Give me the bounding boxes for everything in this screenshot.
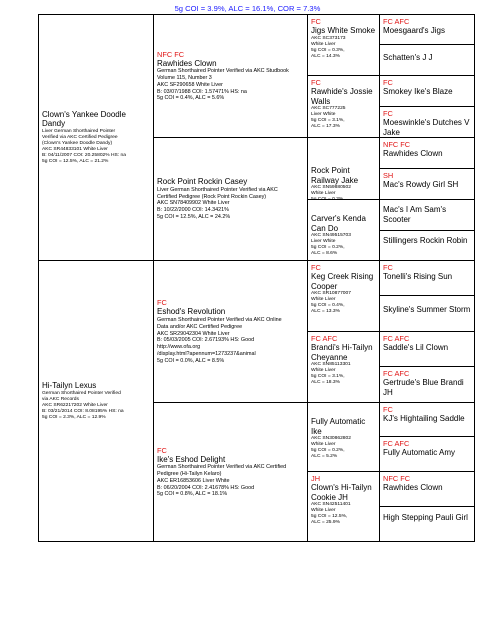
detail-line: 5g COI = 0.2%,	[311, 245, 345, 251]
title-label: FC	[383, 109, 393, 118]
great-grandparent-box	[307, 471, 380, 542]
gen4-box	[379, 295, 475, 332]
gen4-box	[379, 168, 475, 200]
detail-line: 5g COI = 0.4%, ALC = 5.6%	[157, 95, 225, 102]
great-grandparent-box	[307, 137, 380, 200]
dog-name: Rawhides Clown	[157, 58, 217, 68]
gen4-box	[379, 331, 475, 367]
detail-line: http://www.ofa.org	[157, 344, 201, 351]
detail-line: German Shorthaired Pointer Verified via AKC Studbook	[157, 68, 289, 75]
gen4-box	[379, 230, 475, 261]
detail-line: B: 05/03/2005 COI: 2.67193% HS: Good	[157, 337, 255, 344]
detail-line: White Liver	[311, 442, 336, 448]
dog-name: Tonelli's Rising Sun	[383, 272, 453, 281]
dog-details	[311, 106, 376, 130]
gen4-box	[379, 137, 475, 169]
detail-line: Liver German Shorthaired Pointer	[42, 128, 116, 134]
title-label: NFC FC	[157, 49, 185, 59]
sire-box	[38, 14, 154, 261]
detail-line: AKC SN42511401	[311, 502, 351, 508]
detail-line: /display.html?apennum=1273237&animal	[157, 350, 256, 357]
detail-line: via AKC Records	[42, 396, 79, 402]
dog-name: Gertrude's Blue Brandi JH	[383, 378, 464, 397]
dog-name: Hi-Tailyn Lexus	[42, 380, 97, 390]
gen4-box	[379, 260, 475, 296]
detail-line: AKC SR29042304 White Liver	[157, 330, 230, 337]
gen4-box	[379, 44, 475, 76]
dog-name: Moeswinkle's Dutches V Jake	[383, 118, 470, 137]
dog-name: Keg Creek Rising Cooper	[311, 272, 374, 291]
detail-line: Pedigree (Hi-Tailyn Kelaro)	[157, 471, 222, 478]
detail-line: Liver White	[311, 239, 336, 245]
title-label: NFC FC	[383, 474, 411, 483]
dog-name: Rawhide's Jossie Walls	[311, 87, 373, 106]
dog-name: Skyline's Summer Storm	[383, 305, 471, 314]
detail-line: White Liver	[311, 297, 336, 303]
detail-line: White Liver	[311, 41, 336, 47]
detail-line: German Shorthaired Pointer Verified via AKC Certified	[157, 464, 287, 471]
detail-line: AKC SR44833101 White Liver	[42, 147, 108, 153]
dog-name: Jigs White Smoke	[311, 26, 376, 35]
detail-line: 5g COI = 12.5%,	[311, 514, 348, 520]
dog-name: Saddle's Lil Clown	[383, 343, 449, 352]
grandparent-box	[153, 137, 308, 261]
detail-line: 5g COI = 0.3%,	[311, 47, 345, 53]
detail-line: AKC ER16853606 Liver White	[157, 477, 230, 484]
detail-line: B: 03/07/1988 COI: 1.57471% HS: na	[157, 88, 247, 95]
detail-line: ALC = 14.3%	[311, 53, 340, 59]
dog-details	[157, 187, 304, 221]
dog-name: Rawhides Clown	[383, 149, 443, 158]
title-label: FC	[157, 298, 167, 308]
title-label: FC AFC	[383, 439, 410, 448]
detail-line: 5g COI = 0.2%,	[311, 448, 345, 454]
gen4-box	[379, 471, 475, 507]
detail-line: 5g COI = 3.1%,	[311, 118, 345, 124]
dog-details	[157, 317, 304, 365]
gen4-box	[379, 199, 475, 231]
detail-line: 5g COI = 2.3%, ALC = 12.9%	[42, 414, 106, 420]
dog-details	[311, 291, 376, 315]
great-grandparent-box	[307, 14, 380, 76]
dog-name: Stillingers Rockin Robin	[383, 236, 468, 245]
detail-line: AKC SF290658 White Liver	[157, 81, 223, 88]
detail-line: AKC SN78409902 White Liver	[157, 200, 230, 207]
detail-line: 5g COI = 12.5%, ALC = 21.2%	[42, 159, 109, 165]
dog-details	[157, 464, 304, 498]
detail-line: AKC SN85113301	[311, 362, 351, 368]
gen4-box	[379, 402, 475, 437]
title-label: JH	[311, 474, 321, 483]
detail-line: Liver German Shorthaired Pointer Verified via AKC	[157, 186, 278, 193]
great-grandparent-box	[307, 402, 380, 472]
dog-name: Rock Point Rockin Casey	[157, 177, 248, 187]
detail-line: AKC SC373173	[311, 35, 346, 41]
detail-line: B: 03/21/2014 COI: 8.08195% HS: na	[42, 408, 124, 414]
dog-details	[311, 362, 376, 386]
detail-line: German Shorthaired Pointer Verified	[42, 390, 121, 396]
title-label: FC	[383, 263, 393, 272]
title-label: FC AFC	[311, 334, 338, 343]
dog-name: Mac's Rowdy Girl SH	[383, 180, 459, 189]
dog-details	[311, 436, 376, 460]
dog-details	[311, 36, 376, 60]
gen4-box	[379, 75, 475, 107]
great-grandparent-box	[307, 260, 380, 332]
grandparent-box	[153, 402, 308, 542]
dog-name: Carver's Kenda Can Do	[311, 214, 366, 233]
dog-name: Fully Automatic Amy	[383, 448, 456, 457]
gen4-box	[379, 366, 475, 403]
dog-name: Rawhides Clown	[383, 483, 443, 492]
grandparent-box	[153, 260, 308, 403]
grandparent-box	[153, 14, 308, 138]
detail-line: 5g COI = 3.1%,	[311, 374, 345, 380]
title-label: FC AFC	[383, 334, 410, 343]
dog-details	[42, 129, 150, 166]
detail-line: 5g COI = 0.8%, ALC = 18.1%	[157, 491, 228, 498]
title-label: FC	[311, 78, 321, 87]
detail-line: 5g COI = 0.4%,	[311, 303, 345, 309]
dog-name: KJ's Hightailing Saddle	[383, 414, 465, 423]
title-label: FC	[383, 405, 393, 414]
title-label: FC	[383, 78, 393, 87]
detail-line: ALC = 8.6%	[311, 251, 338, 257]
great-grandparent-box	[307, 331, 380, 403]
detail-line: Verified via AKC Certified Pedigree	[42, 134, 118, 140]
dog-name: Ike's Eshod Delight	[157, 454, 226, 464]
detail-line: White Liver	[311, 508, 336, 514]
dog-details	[311, 233, 376, 257]
detail-line: ALC = 25.9%	[311, 520, 340, 526]
coi-summary-header: 5g COI = 3.9%, ALC = 16.1%, COR = 7.3%	[174, 4, 321, 13]
detail-line: AKC SN59880502	[311, 185, 351, 191]
great-grandparent-box	[307, 199, 380, 261]
detail-line: B: 10/22/2000 COI: 14.3421%	[157, 207, 229, 214]
dog-name: Clown's Yankee Doodle Dandy	[42, 109, 126, 129]
dog-name: Clown's Hi-Tailyn Cookie JH	[311, 483, 372, 502]
great-grandparent-box	[307, 75, 380, 138]
dog-name: Schatten's J J	[383, 53, 433, 62]
dog-name: Rock Point Railway Jake	[311, 166, 359, 185]
dog-name: Brandi's Hi-Tailyn Cheyanne	[311, 343, 373, 362]
detail-line: AKC SN30862802	[311, 436, 351, 442]
detail-line: AKC SR62217202 White Liver	[42, 402, 108, 408]
dog-details	[157, 68, 304, 102]
detail-line: B: 04/11/2007 COI: 20.25802% HS: na	[42, 153, 126, 159]
gen4-box	[379, 506, 475, 542]
detail-line: ALC = 13.3%	[311, 309, 340, 315]
title-label: FC	[157, 445, 167, 455]
gen4-box	[379, 106, 475, 138]
detail-line: ALC = 5.2%	[311, 454, 338, 460]
dog-details	[42, 391, 150, 421]
gen4-box	[379, 14, 475, 45]
dog-details	[311, 502, 376, 526]
title-label: SH	[383, 171, 394, 180]
detail-line: Certified Pedigree (Rock Point Rockin Casey)	[157, 193, 267, 200]
detail-line: B: 06/20/2004 COI: 2.41678% HS: Good	[157, 484, 255, 491]
detail-line: Data and/or AKC Certified Pedigree	[157, 323, 243, 330]
gen4-box	[379, 436, 475, 472]
title-label: NFC FC	[383, 140, 411, 149]
detail-line: 5g COI = 12.5%, ALC = 24.2%	[157, 213, 231, 220]
detail-line: German Shorthaired Pointer Verified via AKC Online	[157, 317, 282, 323]
title-label: FC	[311, 17, 321, 26]
detail-line: ALC = 17.3%	[311, 124, 340, 130]
detail-line: (Clown's Yankee Doodle Dandy)	[42, 141, 113, 146]
dam-box	[38, 260, 154, 542]
title-label: FC	[311, 263, 321, 272]
title-label: FC AFC	[383, 17, 410, 26]
detail-line: 5g COI = 0.0%, ALC = 8.5%	[157, 357, 225, 364]
dog-name: Eshod's Revolution	[157, 307, 226, 317]
detail-line: AKC SR10877007	[311, 291, 351, 297]
dog-name: Mac's I Am Sam's Scooter	[383, 205, 447, 224]
detail-line: AKC SN49515703	[311, 233, 351, 239]
detail-line: White Liver	[311, 368, 336, 374]
detail-line: Liver White	[311, 112, 336, 118]
detail-line: Volume 115, Number 3	[157, 75, 212, 82]
dog-name: Moesgaard's Jigs	[383, 26, 445, 35]
detail-line: ALC = 18.3%	[311, 380, 340, 386]
title-label: FC AFC	[383, 369, 410, 378]
dog-name: Smokey Ike's Blaze	[383, 87, 453, 96]
detail-line: AKC SC777225	[311, 106, 346, 112]
dog-name: High Stepping Pauli Girl	[383, 513, 468, 522]
dog-name: Fully Automatic Ike	[311, 417, 366, 436]
detail-line: White Liver	[311, 191, 336, 197]
